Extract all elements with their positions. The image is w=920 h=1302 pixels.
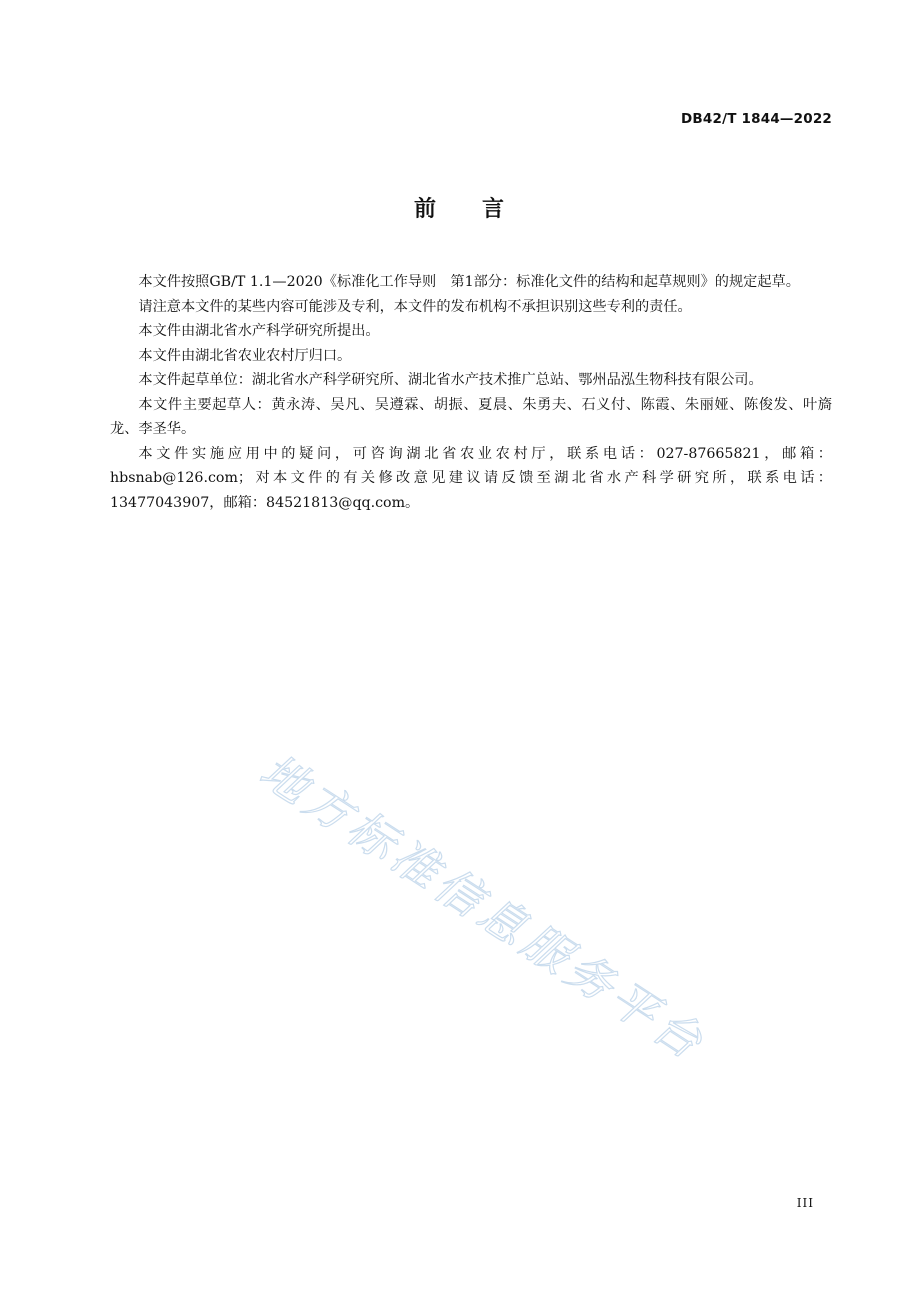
watermark: 地方标准信息服务平台 <box>250 743 717 1072</box>
paragraph-proposer: 本文件由湖北省水产科学研究所提出。 <box>138 323 380 339</box>
page-number: III <box>796 1196 814 1210</box>
paragraph-drafting-units: 本文件起草单位：湖北省水产科学研究所、湖北省水产技术推广总站、鄂州品泓生物科技有限公司。 <box>138 372 763 388</box>
document-code: DB42/T 1844—2022 <box>681 111 832 127</box>
paragraph-administrator: 本文件由湖北省农业农村厅归口。 <box>138 347 352 364</box>
paragraph-contact-info: 本文件实施应用中的疑问，可咨询湖北省农业农村厅，联系电话：027-87665821，邮箱：hbsnab@126.com；对本文件的有关修改意见建议请反馈至湖北省水产科学研究所，联系电话：13477043907，邮箱：84521813@qq.com。 <box>110 445 832 511</box>
page-title <box>0 192 920 223</box>
title-char-1: 前 <box>413 197 438 222</box>
paragraph-drafters: 本文件主要起草人：黄永涛、吴凡、吴遵霖、胡振、夏晨、朱勇夫、石义付、陈霞、朱丽娅、陈俊发、叶旖龙、李圣华。 <box>110 396 832 437</box>
paragraph-patent-notice: 请注意本文件的某些内容可能涉及专利，本文件的发布机构不承担识别这些专利的责任。 <box>138 298 692 315</box>
paragraph-drafting-rules: 本文件按照GB/T 1.1—2020《标准化工作导则 第1部分：标准化文件的结构和起草规则》的规定起草。 <box>138 274 800 290</box>
title-char-2: 言 <box>482 197 507 222</box>
foreword-body <box>110 270 832 515</box>
